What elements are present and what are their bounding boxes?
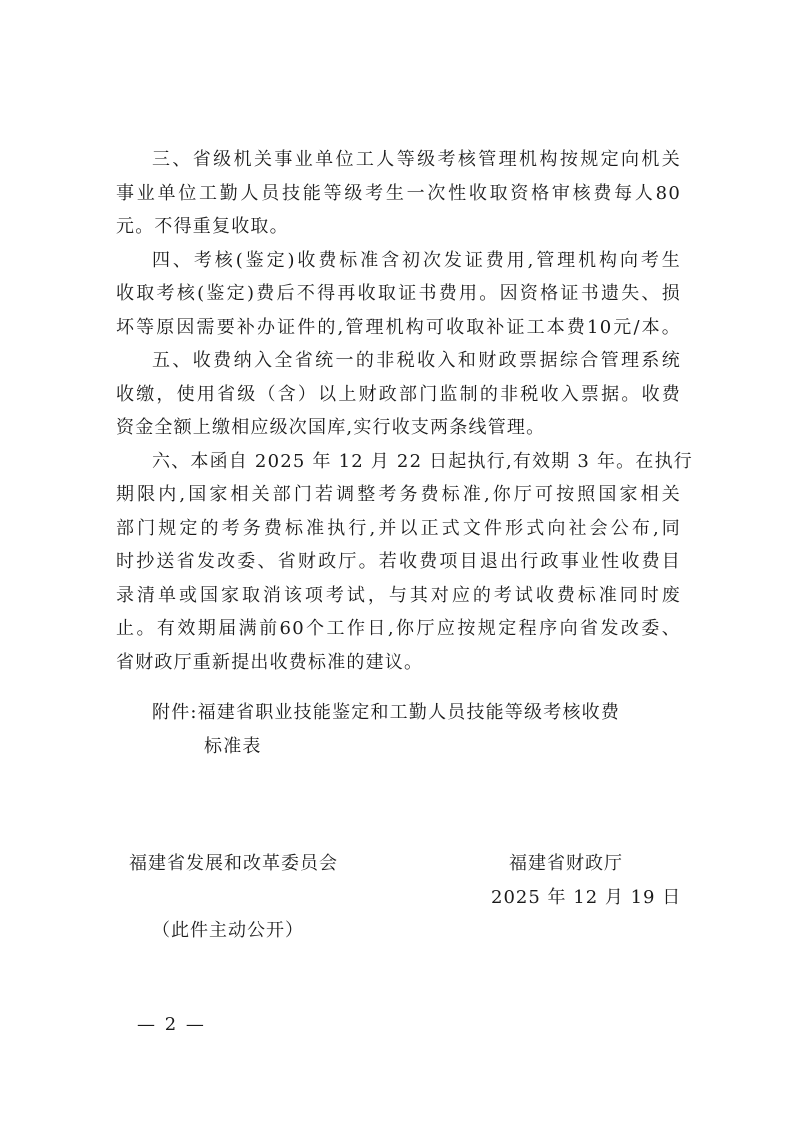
paragraph-3-line-2: 事业单位工勤人员技能等级考生一次性收取资格审核费每人80: [116, 183, 681, 204]
paragraph-5-line-2: 收缴，使用省级（含）以上财政部门监制的非税收入票据。收费: [116, 384, 681, 405]
page-number: — 2 —: [137, 1014, 206, 1035]
paragraph-6-line-6: 止。有效期届满前60个工作日,你厅应按规定程序向省发改委、: [116, 618, 681, 639]
paragraph-6-line-4: 时抄送省发改委、省财政厅。若收费项目退出行政事业性收费目: [116, 551, 681, 572]
paragraph-3-line-1: 三、省级机关事业单位工人等级考核管理机构按规定向机关: [152, 149, 681, 170]
signature-org-finance: 福建省财政厅: [509, 853, 623, 874]
paragraph-6-line-1: 六、本函自 2025 年 12 月 22 日起执行,有效期 3 年。在执行: [152, 451, 693, 472]
paragraph-6-line-2: 期限内,国家相关部门若调整考务费标准,你厅可按照国家相关: [116, 484, 681, 505]
paragraph-4-line-3: 坏等原因需要补办证件的,管理机构可收取补证工本费10元/本。: [116, 317, 681, 338]
paragraph-3-line-3: 元。不得重复收取。: [116, 216, 289, 237]
paragraph-4-line-2: 收取考核(鉴定)费后不得再收取证书费用。因资格证书遗失、损: [116, 283, 681, 304]
signature-org-ndrc: 福建省发展和改革委员会: [129, 853, 338, 874]
signature-date: 2025 年 12 月 19 日: [491, 887, 682, 908]
paragraph-6-line-3: 部门规定的考务费标准执行,并以正式文件形式向社会公布,同: [116, 518, 681, 539]
paragraph-5-line-3: 资金全额上缴相应级次国库,实行收支两条线管理。: [116, 417, 546, 438]
paragraph-6-line-7: 省财政厅重新提出收费标准的建议。: [116, 652, 424, 673]
disclosure-note: （此件主动公开）: [152, 920, 304, 941]
attachment-label: 附件:福建省职业技能鉴定和工勤人员技能等级考核收费: [152, 702, 621, 723]
attachment-title-continuation: 标准表: [204, 736, 262, 757]
paragraph-5-line-1: 五、收费纳入全省统一的非税收入和财政票据综合管理系统: [152, 350, 681, 371]
paragraph-4-line-1: 四、考核(鉴定)收费标准含初次发证费用,管理机构向考生: [152, 250, 681, 271]
paragraph-6-line-5: 录清单或国家取消该项考试，与其对应的考试收费标准同时废: [116, 585, 681, 606]
